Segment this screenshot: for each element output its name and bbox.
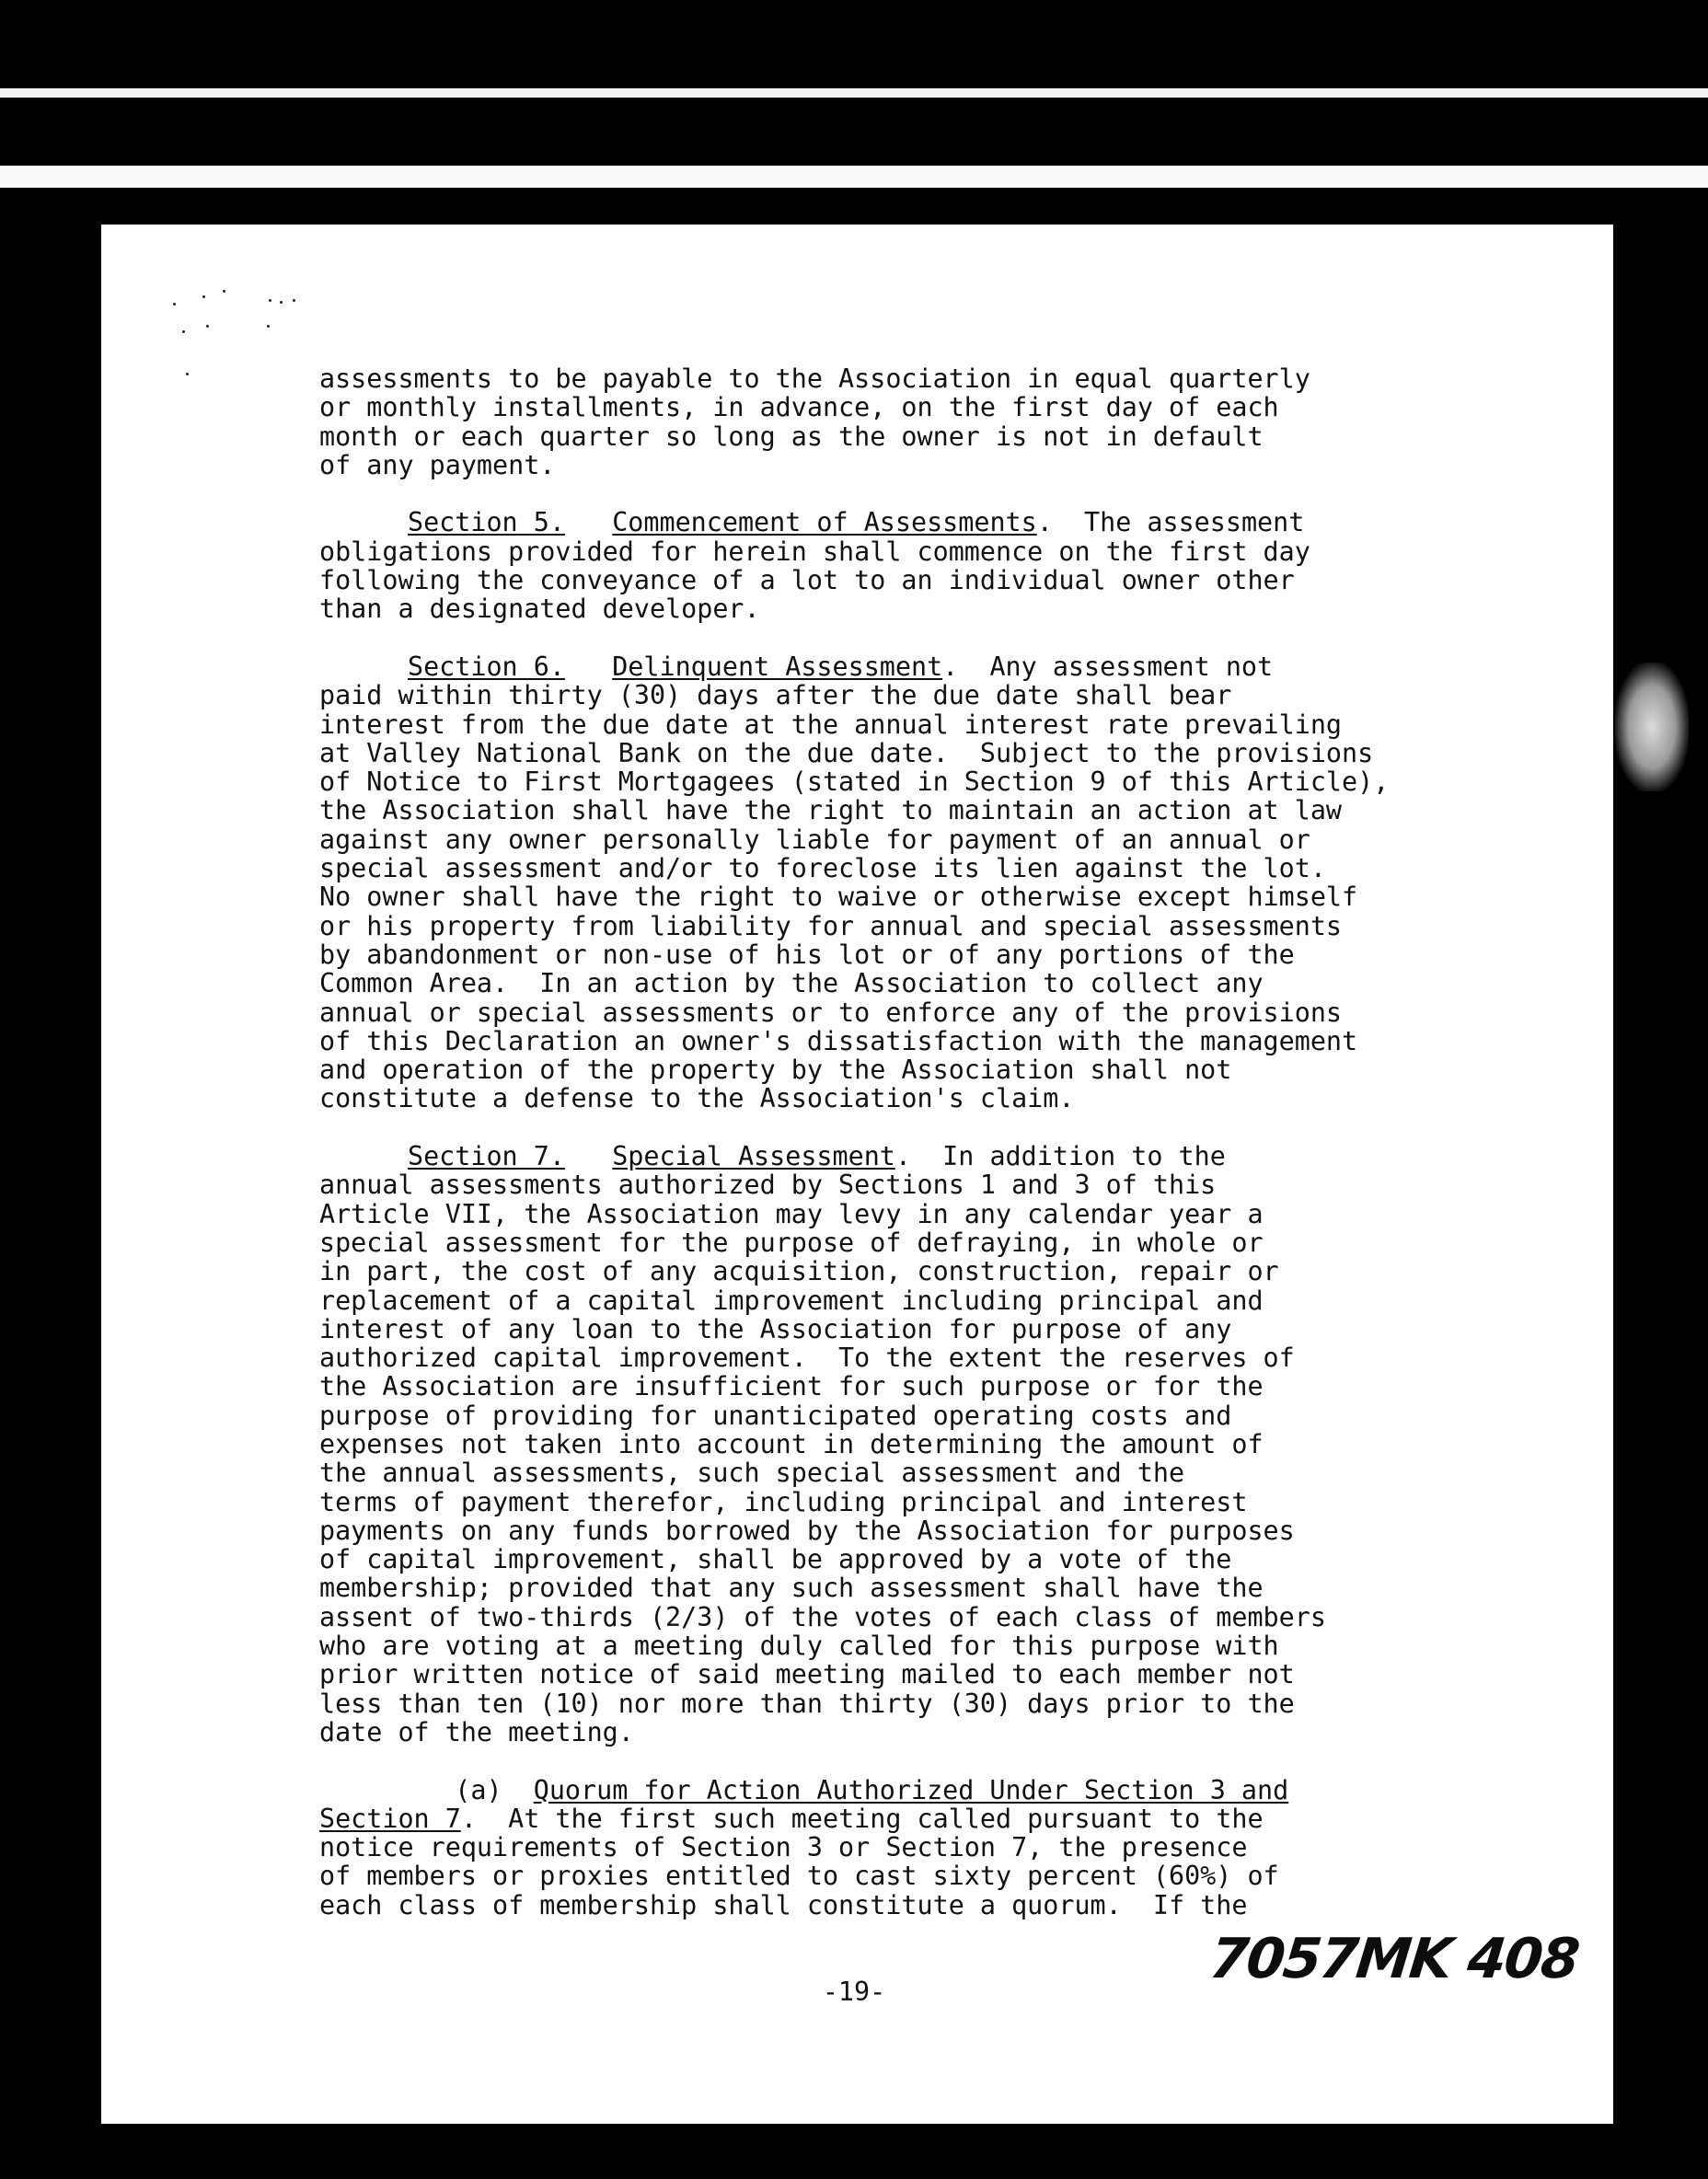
page-number: -19- [822, 1977, 886, 2007]
scan-border-band [0, 166, 1708, 188]
text-line: or his property from liability for annual and special assessments [319, 910, 1343, 941]
text-line: assessments to be payable to the Association in equal quarterly [319, 363, 1310, 394]
text-line: of Notice to First Mortgagees (stated in Section 9 of this Article), [319, 767, 1390, 798]
section-6-first-line-rest: . Any assessment not [942, 651, 1274, 682]
section-5-first-line-rest: . The assessment [1036, 507, 1305, 538]
text-line: the Association are insufficient for such purpose or for the [319, 1371, 1264, 1402]
text-line: special assessment and/or to foreclose its lien against the lot. [319, 853, 1326, 884]
text-line: constitute a defense to the Association's claim. [319, 1083, 1075, 1114]
text-line: interest of any loan to the Association for purpose of any [319, 1313, 1232, 1344]
text-line: following the conveyance of a lot to an individual owner other [319, 565, 1295, 596]
subsection-a [319, 1776, 1552, 1920]
section-5-title: Commencement of Assessments [612, 507, 1037, 538]
scan-specks [166, 290, 313, 391]
text-line: purpose of providing for unanticipated operating costs and [319, 1400, 1232, 1431]
text-line: of any payment. [319, 449, 556, 480]
section-6 [319, 652, 1552, 1113]
text-line: the annual assessments, such special assessment and the [319, 1458, 1185, 1489]
speck [182, 330, 185, 333]
section-7-first-line-rest: . In addition to the [894, 1141, 1226, 1172]
text-line: by abandonment or non-use of his lot or of any portions of the [319, 939, 1295, 970]
paragraph-continuation [319, 364, 1552, 479]
text-line: Common Area. In an action by the Association to collect any [319, 968, 1264, 999]
text-line: and operation of the property by the Association shall not [319, 1055, 1232, 1086]
text-line: or monthly installments, in advance, on the first day of each [319, 392, 1279, 423]
text-line: assent of two-thirds (2/3) of the votes of each class of members [319, 1601, 1326, 1632]
text-line: date of the meeting. [319, 1716, 634, 1747]
text-line: paid within thirty (30) days after the due date shall bear [319, 680, 1232, 711]
section-6-heading: Section 6. [408, 651, 565, 682]
text-line: terms of payment therefor, including principal and interest [319, 1486, 1248, 1517]
speck [293, 299, 295, 302]
section-6-first-line [319, 652, 1552, 681]
text-line: in part, the cost of any acquisition, construction, repair or [319, 1256, 1279, 1287]
section-6-title: Delinquent Assessment [612, 651, 943, 682]
speck [186, 373, 189, 375]
section-5-heading: Section 5. [408, 507, 565, 538]
speck [206, 325, 209, 328]
text-line: No owner shall have the right to waive or otherwise except himself [319, 882, 1358, 913]
speck [223, 290, 225, 293]
text-line: expenses not taken into account in determining the amount of [319, 1428, 1264, 1459]
text-line: Article VII, the Association may levy in any calendar year a [319, 1198, 1264, 1229]
speck [280, 301, 283, 304]
subsection-a-title-cont: Section 7 [319, 1803, 461, 1834]
subsection-a-heading: (a) [455, 1774, 502, 1805]
subsection-a-second-line [319, 1804, 1552, 1833]
section-7-heading: Section 7. [408, 1141, 565, 1172]
speck [173, 303, 176, 306]
text-line: who are voting at a meeting duly called for this purpose with [319, 1631, 1279, 1662]
text-line: at Valley National Bank on the due date. Subject to the provisions [319, 737, 1374, 768]
text-line: each class of membership shall constitute a quorum. If the [319, 1889, 1248, 1920]
text-line: payments on any funds borrowed by the Association for purposes [319, 1515, 1295, 1546]
text-line: against any owner personally liable for payment of an annual or [319, 824, 1310, 855]
text-line: replacement of a capital improvement including principal and [319, 1285, 1264, 1316]
subsection-a-title: Quorum for Action Authorized Under Section 3 and [533, 1774, 1289, 1805]
subsection-a-second-line-rest: . At the first such meeting called pursuant to the [460, 1803, 1264, 1834]
text-line: prior written notice of said meeting mailed to each member not [319, 1659, 1295, 1690]
document-stamp: 7057MK 408 [1206, 1927, 1582, 1991]
text-line: the Association shall have the right to maintain an action at law [319, 795, 1343, 826]
section-7-title: Special Assessment [612, 1141, 895, 1172]
text-line: than a designated developer. [319, 594, 760, 625]
text-line: membership; provided that any such assessment shall have the [319, 1573, 1264, 1604]
subsection-a-first-line [319, 1776, 1552, 1804]
text-line: annual or special assessments or to enforce any of the provisions [319, 997, 1343, 1028]
section-7-first-line [319, 1142, 1552, 1170]
speck [267, 325, 270, 328]
text-line: obligations provided for herein shall commence on the first day [319, 536, 1310, 567]
scan-smudge [1615, 663, 1689, 791]
text-line: of capital improvement, shall be approved by a vote of the [319, 1544, 1232, 1575]
text-line: month or each quarter so long as the owner is not in default [319, 421, 1264, 452]
section-5-first-line [319, 508, 1552, 536]
speck [269, 299, 271, 302]
speck [202, 295, 205, 298]
text-line: notice requirements of Section 3 or Section 7, the presence [319, 1832, 1248, 1863]
document-body [319, 364, 1552, 1948]
text-line: authorized capital improvement. To the extent the reserves of [319, 1343, 1295, 1374]
text-line: special assessment for the purpose of defraying, in whole or [319, 1227, 1264, 1258]
scan-border-top [0, 88, 1708, 98]
section-7 [319, 1142, 1552, 1747]
section-5 [319, 508, 1552, 623]
text-line: of this Declaration an owner's dissatisfaction with the management [319, 1025, 1358, 1056]
text-line: of members or proxies entitled to cast sixty percent (60%) of [319, 1861, 1279, 1892]
text-line: annual assessments authorized by Sections 1 and 3 of this [319, 1170, 1217, 1201]
text-line: less than ten (10) nor more than thirty (30) days prior to the [319, 1688, 1295, 1719]
text-line: interest from the due date at the annual interest rate prevailing [319, 709, 1343, 740]
